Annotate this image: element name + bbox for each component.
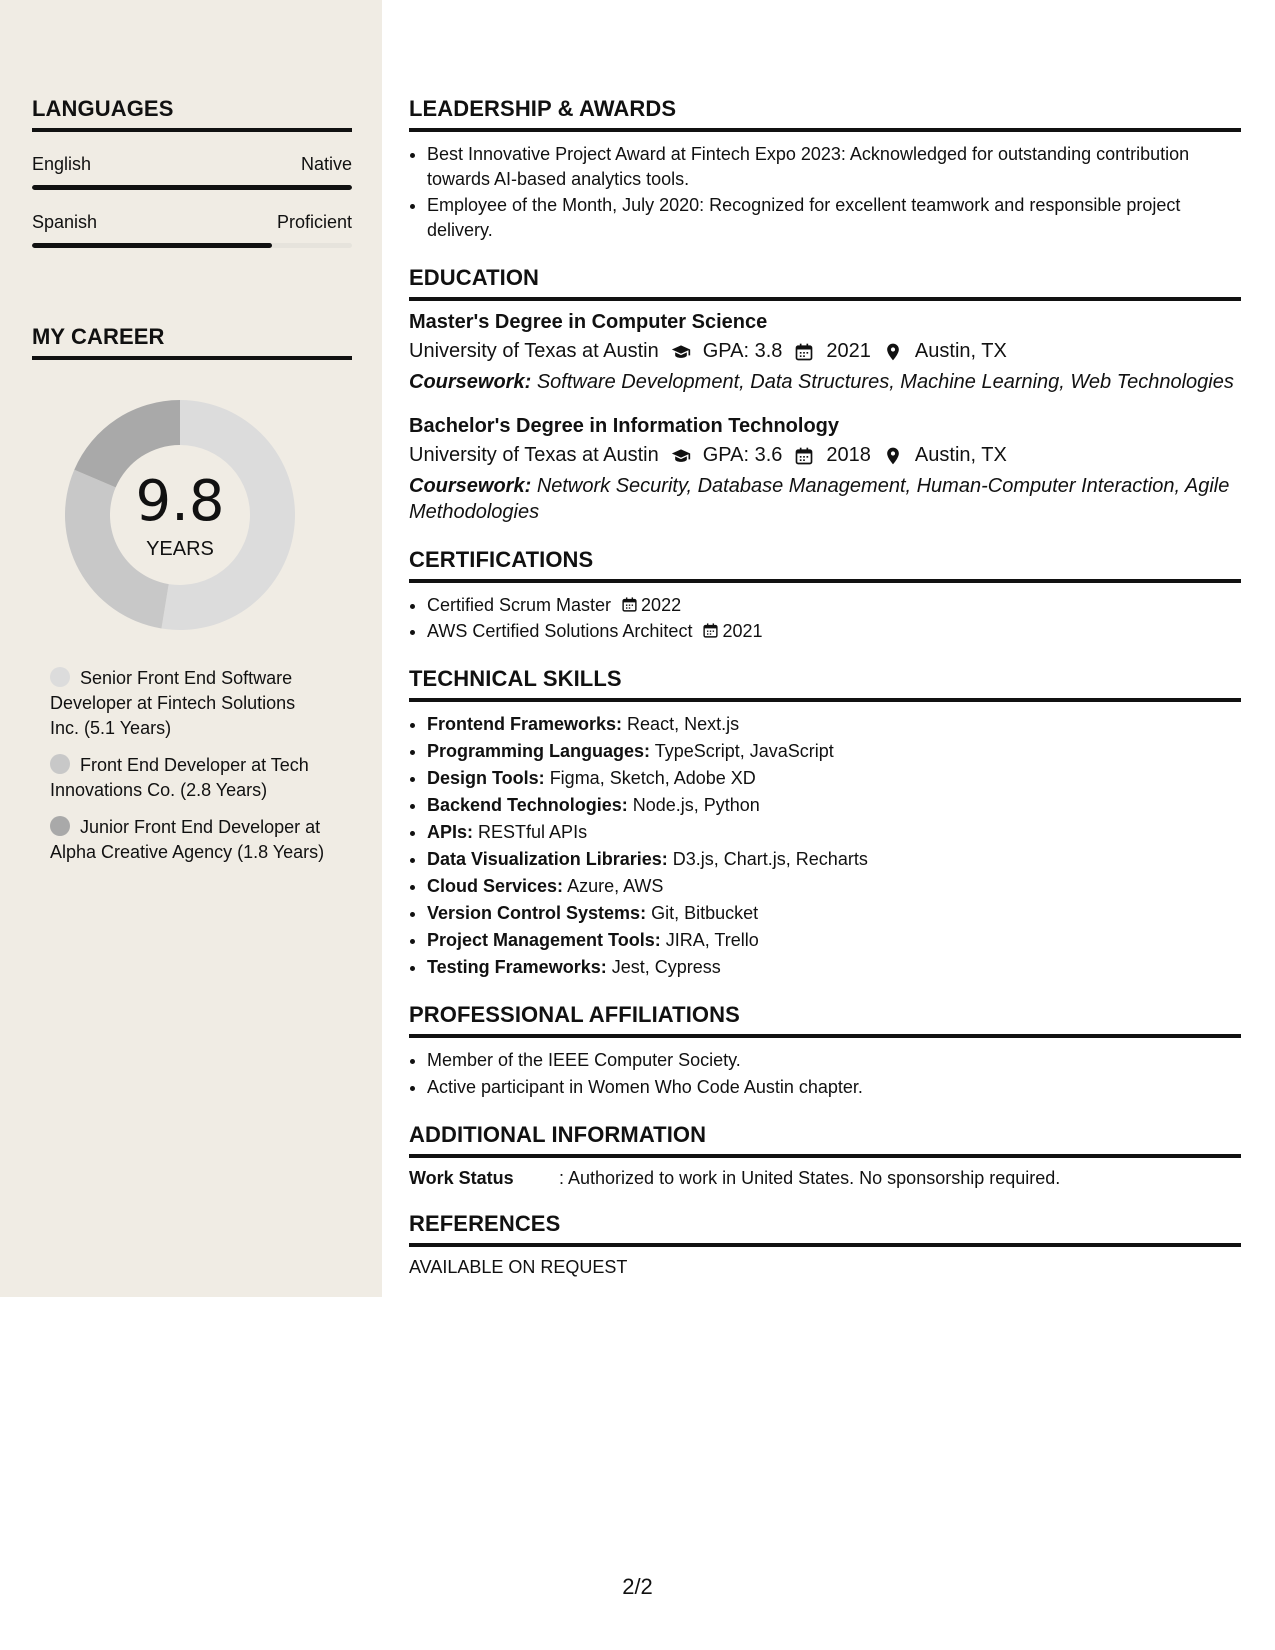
skill-label: Frontend Frameworks:	[427, 714, 623, 734]
main-content	[409, 96, 1241, 1300]
career-legend-item	[50, 666, 325, 741]
skill-label: Version Control Systems:	[427, 903, 647, 923]
skill-item	[427, 901, 1241, 926]
calendar-icon	[794, 446, 814, 466]
work-status-value: : Authorized to work in United States. No sponsorship required.	[559, 1168, 1061, 1188]
skill-item	[427, 793, 1241, 818]
languages-heading: LANGUAGES	[32, 96, 352, 132]
career-donut-chart	[65, 400, 295, 630]
language-level-bar	[32, 185, 352, 190]
skill-item	[427, 766, 1241, 791]
skill-label: Project Management Tools:	[427, 930, 661, 950]
coursework-value: Software Development, Data Structures, Machine Learning, Web Technologies	[536, 371, 1234, 393]
language-level-bar	[32, 243, 352, 248]
graduation-year: 2018	[826, 444, 871, 466]
education-entry	[409, 311, 1241, 395]
skill-label: Cloud Services:	[427, 876, 564, 896]
list-item: • Active participant in Women Who Code Austin chapter.	[427, 1075, 1241, 1100]
skill-value: Figma, Sketch, Adobe XD	[549, 768, 756, 788]
language-level-fill	[32, 185, 352, 190]
references-heading: REFERENCES	[409, 1211, 1241, 1247]
language-item	[32, 212, 352, 248]
education-entry	[409, 415, 1241, 525]
education-heading: EDUCATION	[409, 265, 1241, 301]
coursework-value: Network Security, Database Management, Human-Computer Interaction, Agile Methodologies	[409, 475, 1230, 523]
calendar-icon	[702, 622, 719, 639]
skill-item	[427, 955, 1241, 980]
career-legend-label: Junior Front End Developer at Alpha Creative Agency (1.8 Years)	[50, 817, 325, 862]
list-item: • Best Innovative Project Award at Fintech Expo 2023: Acknowledged for outstanding contribution towards AI-based analytics tools.	[427, 142, 1241, 192]
skill-item	[427, 712, 1241, 737]
skill-value: JIRA, Trello	[665, 930, 759, 950]
career-legend-item	[50, 815, 325, 865]
career-total-years: 9.8	[135, 468, 225, 534]
language-name: English	[32, 154, 92, 174]
skill-item	[427, 874, 1241, 899]
affiliations-section	[409, 1002, 1241, 1100]
school-name: University of Texas at Austin	[409, 340, 659, 362]
skill-label: Data Visualization Libraries:	[427, 849, 668, 869]
skill-label: Programming Languages:	[427, 741, 651, 761]
degree-title: Bachelor's Degree in Information Technology	[409, 415, 840, 437]
skill-value: Node.js, Python	[632, 795, 760, 815]
language-level: Native	[300, 154, 352, 174]
language-name: Spanish	[32, 212, 98, 232]
skill-label: APIs:	[427, 822, 474, 842]
certification-name: AWS Certified Solutions Architect	[427, 621, 693, 641]
skill-value: Azure, AWS	[567, 876, 664, 896]
certification-item	[427, 619, 1241, 644]
legend-dot	[50, 816, 70, 836]
leadership-heading: LEADERSHIP & AWARDS	[409, 96, 1241, 132]
career-heading: MY CAREER	[32, 324, 352, 360]
certification-item	[427, 593, 1241, 618]
language-item	[32, 154, 352, 190]
skill-item	[427, 928, 1241, 953]
work-status-label: Work Status	[409, 1168, 514, 1188]
legend-dot	[50, 754, 70, 774]
skill-item	[427, 847, 1241, 872]
graduation-cap-icon	[671, 446, 691, 466]
career-total-unit: YEARS	[146, 537, 214, 560]
coursework-label: Coursework:	[409, 475, 532, 497]
career-legend-label: Senior Front End Software Developer at Fintech Solutions Inc. (5.1 Years)	[50, 668, 296, 738]
skill-value: D3.js, Chart.js, Recharts	[672, 849, 868, 869]
graduation-year: 2021	[826, 340, 871, 362]
skills-section	[409, 666, 1241, 980]
affiliations-heading: PROFESSIONAL AFFILIATIONS	[409, 1002, 1241, 1038]
location-pin-icon	[883, 446, 903, 466]
certifications-section	[409, 547, 1241, 644]
coursework	[409, 369, 1241, 395]
gpa: GPA: 3.6	[702, 444, 783, 466]
skill-item	[427, 820, 1241, 845]
leadership-section	[409, 96, 1241, 243]
graduation-cap-icon	[671, 342, 691, 362]
skill-label: Testing Frameworks:	[427, 957, 607, 977]
skill-item	[427, 739, 1241, 764]
certification-year: 2022	[641, 595, 682, 615]
skill-value: RESTful APIs	[478, 822, 588, 842]
certifications-heading: CERTIFICATIONS	[409, 547, 1241, 583]
calendar-icon	[794, 342, 814, 362]
list-item: • Employee of the Month, July 2020: Recognized for excellent teamwork and responsible project delivery.	[427, 193, 1241, 243]
degree-title: Master's Degree in Computer Science	[409, 311, 768, 333]
additional-section	[409, 1122, 1241, 1189]
skill-value: Jest, Cypress	[611, 957, 721, 977]
page-number: 2/2	[622, 1574, 653, 1599]
skill-value: TypeScript, JavaScript	[654, 741, 834, 761]
additional-heading: ADDITIONAL INFORMATION	[409, 1122, 1241, 1158]
skill-label: Backend Technologies:	[427, 795, 628, 815]
career-legend	[50, 666, 325, 865]
school-name: University of Texas at Austin	[409, 444, 659, 466]
references-text: AVAILABLE ON REQUEST	[409, 1257, 628, 1277]
career-legend-label: Front End Developer at Tech Innovations Co. (2.8 Years)	[50, 755, 309, 800]
coursework-label: Coursework:	[409, 371, 532, 393]
list-item: • Member of the IEEE Computer Society.	[427, 1048, 1241, 1073]
certification-year: 2021	[722, 621, 763, 641]
skill-value: React, Next.js	[627, 714, 740, 734]
sidebar	[0, 0, 382, 1297]
skill-label: Design Tools:	[427, 768, 545, 788]
skills-heading: TECHNICAL SKILLS	[409, 666, 1241, 702]
education-section	[409, 265, 1241, 525]
certification-name: Certified Scrum Master	[427, 595, 612, 615]
language-level-fill	[32, 243, 272, 248]
references-section	[409, 1211, 1241, 1278]
location-pin-icon	[883, 342, 903, 362]
school-location: Austin, TX	[914, 340, 1007, 362]
coursework	[409, 473, 1241, 525]
skill-value: Git, Bitbucket	[651, 903, 759, 923]
gpa: GPA: 3.8	[702, 340, 783, 362]
career-legend-item	[50, 753, 325, 803]
calendar-icon	[621, 596, 638, 613]
school-location: Austin, TX	[914, 444, 1007, 466]
legend-dot	[50, 667, 70, 687]
language-level: Proficient	[276, 212, 352, 232]
